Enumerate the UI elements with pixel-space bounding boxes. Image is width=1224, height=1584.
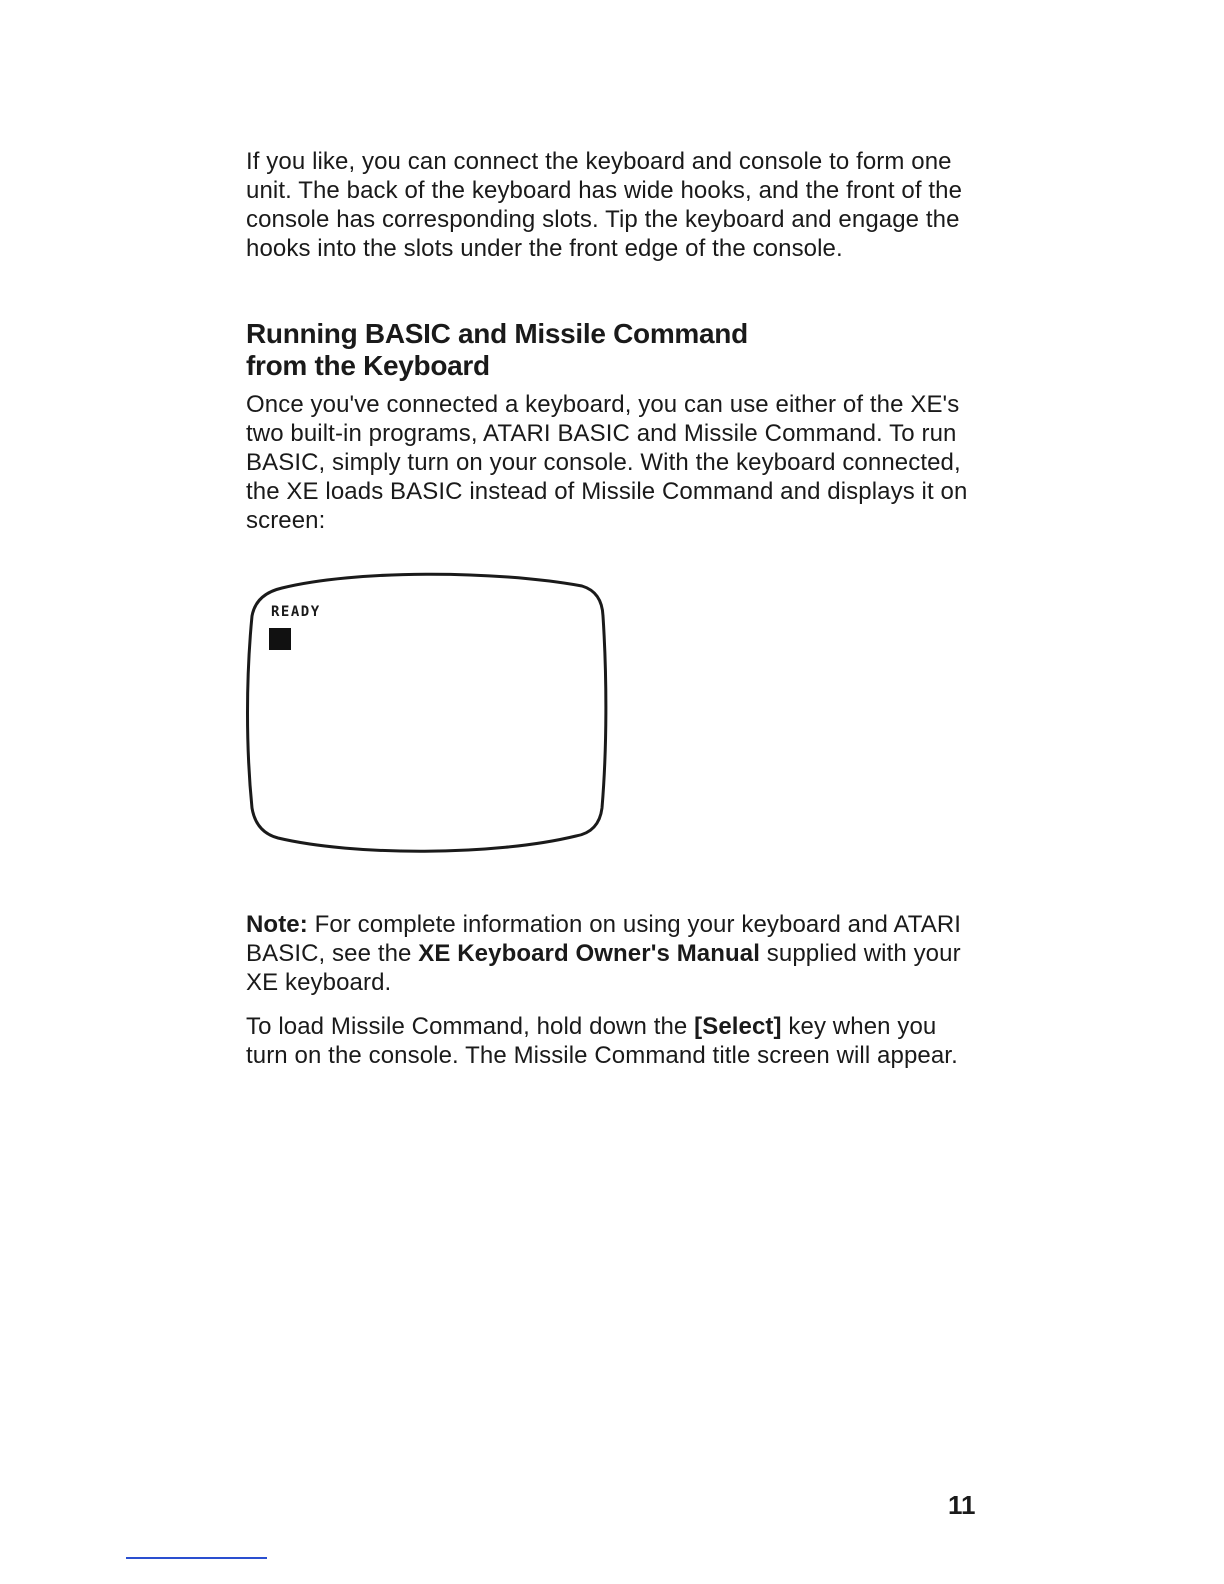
basic-instructions-paragraph: Once you've connected a keyboard, you can use either of the XE's two built-in programs, ATARI BASIC and Missile Command. To run BASIC, simply turn on your console. With the keyboard connected, the XE loads BASIC instead of Missile Command and displays it on screen: bbox=[246, 391, 968, 534]
note-label: Note: bbox=[246, 911, 308, 938]
note-text-after: supplied with your XE keyboard. bbox=[246, 940, 961, 996]
note-paragraph bbox=[246, 910, 974, 997]
section-heading bbox=[246, 318, 974, 382]
select-key-label: [Select] bbox=[694, 1013, 782, 1040]
intro-paragraph: If you like, you can connect the keyboard and console to form one unit. The back of the keyboard has wide hooks, and the front of the console has corresponding slots. Tip the keyboard and engage the hooks into the slots under the front edge of the console. bbox=[246, 148, 963, 262]
missile-command-paragraph bbox=[246, 1012, 974, 1070]
scan-edge-line bbox=[126, 1557, 267, 1559]
page-number: 11 bbox=[948, 1490, 976, 1520]
section-heading-line-1: Running BASIC and Missile Command bbox=[246, 318, 748, 349]
section-heading-line-2: from the Keyboard bbox=[246, 350, 490, 381]
tv-screen-illustration bbox=[244, 568, 610, 856]
ready-prompt: READY bbox=[271, 604, 321, 620]
cursor-block bbox=[269, 628, 291, 650]
missile-text-before: To load Missile Command, hold down the bbox=[246, 1013, 695, 1040]
tv-screen-svg bbox=[244, 568, 610, 856]
manual-title: XE Keyboard Owner's Manual bbox=[418, 940, 760, 967]
missile-text-after: key when you turn on the console. The Missile Command title screen will appear. bbox=[246, 1013, 958, 1069]
note-text-before: For complete information on using your keyboard and ATARI BASIC, see the bbox=[246, 911, 962, 967]
